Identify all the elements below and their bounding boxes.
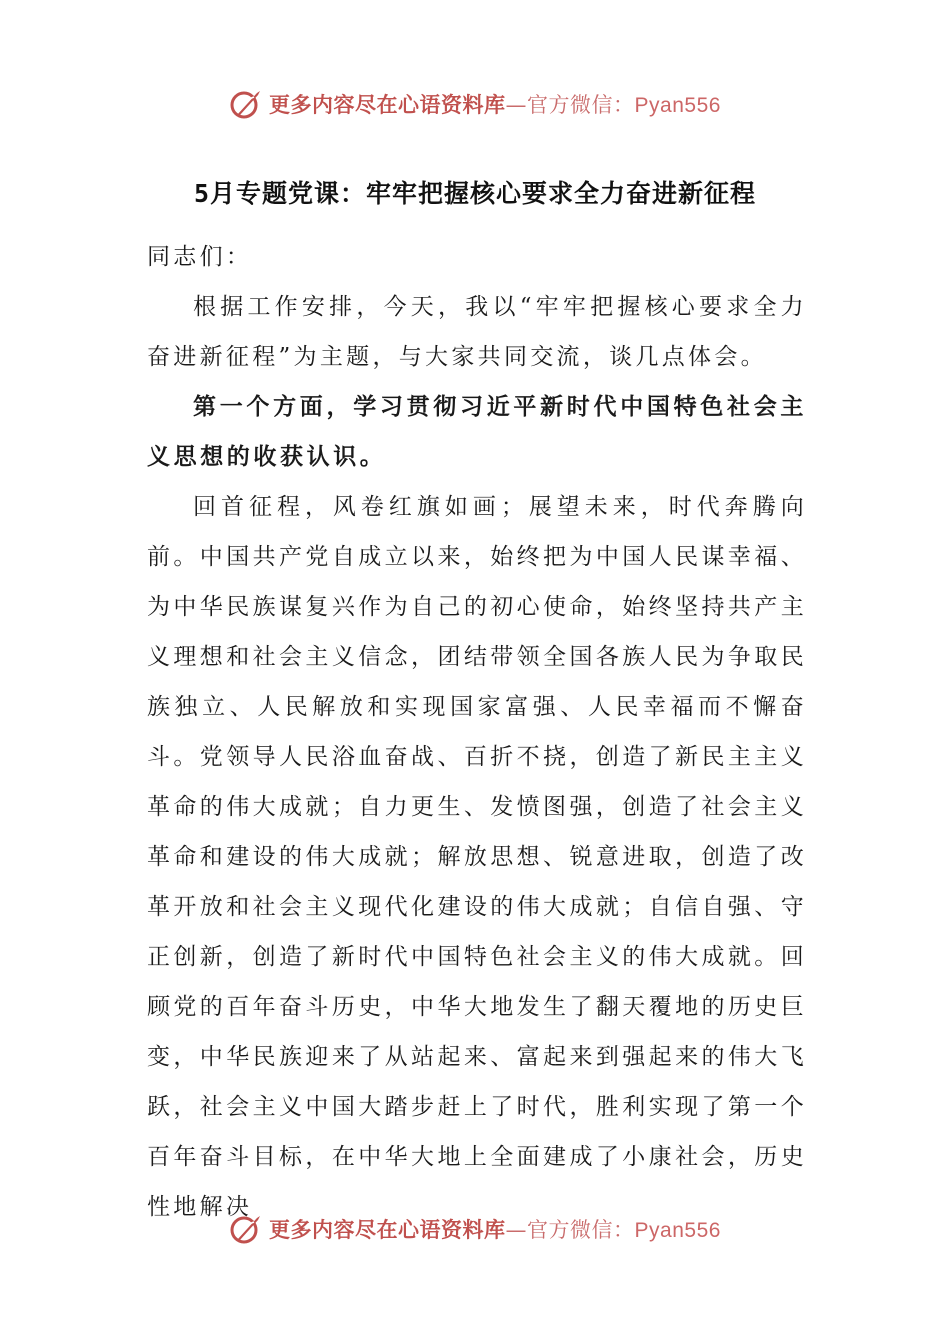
banner-wechat-label: 官方微信： [527, 1218, 635, 1242]
banner-separator: — [505, 93, 528, 117]
quill-logo-icon [229, 87, 263, 121]
banner-wechat-id: Pyan556 [634, 1219, 721, 1242]
banner-brand: 更多内容尽在心语资料库 [269, 1218, 506, 1242]
salutation: 同志们： [147, 244, 253, 270]
intro-paragraph: 根据工作安排，今天，我以“牢牢把握核心要求全力奋进新征程”为主题，与大家共同交流，谈几点体会。 [147, 294, 807, 370]
header-banner [0, 84, 950, 124]
body-paragraph: 回首征程，风卷红旗如画；展望未来，时代奔腾向前。中国共产党自成立以来，始终把为中国人民谋幸福、为中华民族谋复兴作为自己的初心使命，始终坚持共产主义理想和社会主义信念，团结带领全国各族人民为争取民族独立、人民解放和实现国家富强、人民幸福而不懈奋斗。党领导人民浴血奋战、百折不挠，创造了新民主主义革命的伟大成就；自力更生、发愤图强，创造了社会主义革命和建设的伟大成就；解放思想、锐意进取，创造了改革开放和社会主义现代化建设的伟大成就；自信自强、守正创新，创造了新时代中国特色社会主义的伟大成就。回顾党的百年奋斗历史，中华大地发生了翻天覆地的历史巨变，中华民族迎来了从站起来、富起来到强起来的伟大飞跃，社会主义中国大踏步赶上了时代，胜利实现了第一个百年奋斗目标，在中华大地上全面建成了小康社会，历史性地解决 [147, 494, 807, 1220]
footer-banner [0, 1209, 950, 1249]
banner-wechat-id: Pyan556 [634, 94, 721, 117]
document-title: 5月专题党课：牢牢把握核心要求全力奋进新征程 [193, 179, 757, 208]
document-body [147, 232, 807, 1232]
banner-wechat-label: 官方微信： [527, 93, 635, 117]
banner-brand: 更多内容尽在心语资料库 [269, 93, 506, 117]
section-heading: 第一个方面，学习贯彻习近平新时代中国特色社会主义思想的收获认识。 [147, 393, 807, 470]
quill-logo-icon [229, 1212, 263, 1246]
banner-separator: — [505, 1218, 528, 1242]
